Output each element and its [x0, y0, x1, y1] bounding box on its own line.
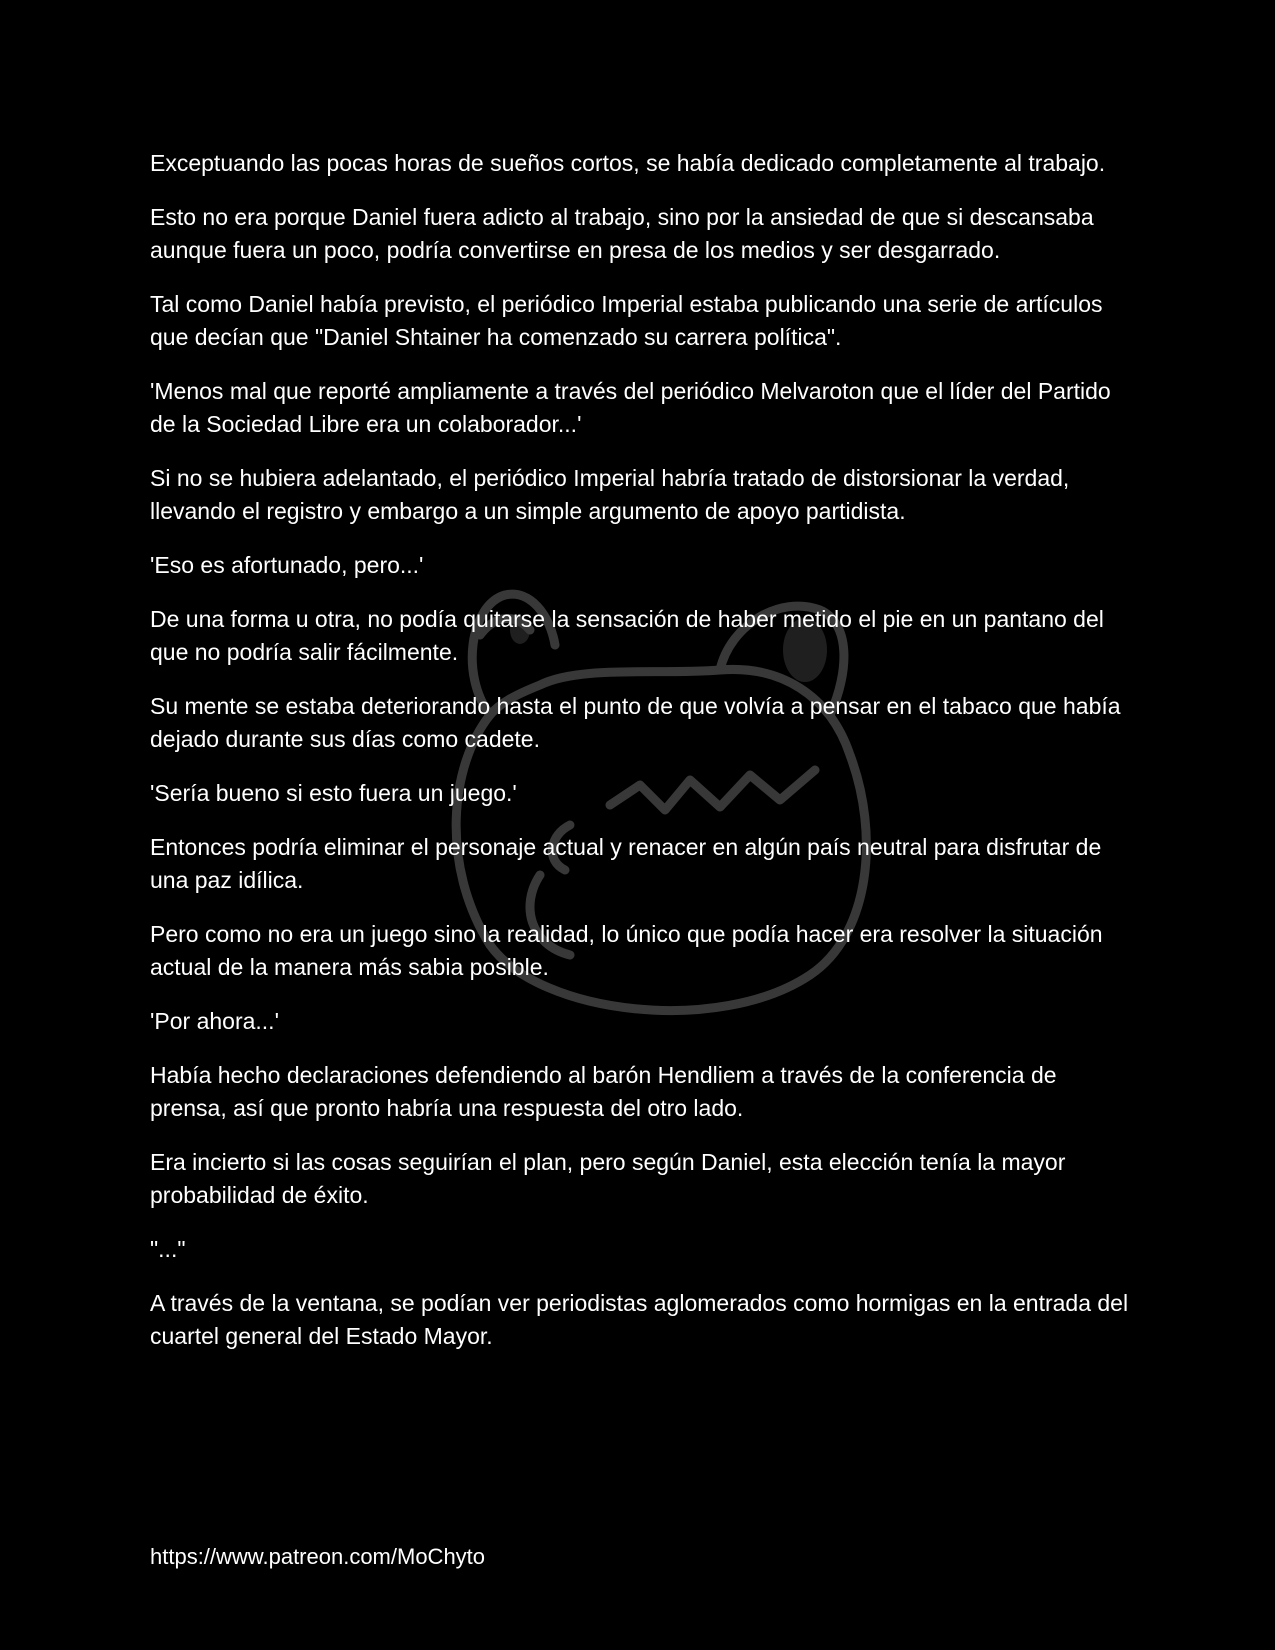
paragraph: "..." — [150, 1236, 186, 1262]
patreon-link[interactable]: https://www.patreon.com/MoChyto — [150, 1544, 486, 1569]
paragraph: Tal como Daniel había previsto, el periódico Imperial estaba publicando una serie de artículos que decían que "Daniel Shtainer ha comenzado su carrera política". — [150, 291, 1103, 350]
paragraph: De una forma u otra, no podía quitarse la sensación de haber metido el pie en un pantano del que no podría salir fácilmente. — [150, 606, 1104, 665]
document-body — [150, 147, 1130, 1374]
paragraph: Esto no era porque Daniel fuera adicto al trabajo, sino por la ansiedad de que si descansaba aunque fuera un poco, podría convertirse en presa de los medios y ser desgarrado. — [150, 204, 1094, 263]
paragraph: Si no se hubiera adelantado, el periódico Imperial habría tratado de distorsionar la verdad, llevando el registro y embargo a un simple argumento de apoyo partidista. — [150, 465, 1070, 524]
paragraph: 'Por ahora...' — [150, 1008, 279, 1034]
paragraph: 'Eso es afortunado, pero...' — [150, 552, 424, 578]
paragraph: Pero como no era un juego sino la realidad, lo único que podía hacer era resolver la situación actual de la manera más sabia posible. — [150, 921, 1103, 980]
paragraph: 'Sería bueno si esto fuera un juego.' — [150, 780, 517, 806]
paragraph: Había hecho declaraciones defendiendo al barón Hendliem a través de la conferencia de prensa, así que pronto habría una respuesta del otro lado. — [150, 1062, 1057, 1121]
paragraph: Su mente se estaba deteriorando hasta el punto de que volvía a pensar en el tabaco que había dejado durante sus días como cadete. — [150, 693, 1121, 752]
paragraph: Entonces podría eliminar el personaje actual y renacer en algún país neutral para disfrutar de una paz idílica. — [150, 834, 1102, 893]
paragraph: A través de la ventana, se podían ver periodistas aglomerados como hormigas en la entrada del cuartel general del Estado Mayor. — [150, 1290, 1129, 1349]
paragraph: 'Menos mal que reporté ampliamente a través del periódico Melvaroton que el líder del Partido de la Sociedad Libre era un colaborador...' — [150, 378, 1111, 437]
paragraph: Exceptuando las pocas horas de sueños cortos, se había dedicado completamente al trabajo. — [150, 150, 1106, 176]
paragraph: Era incierto si las cosas seguirían el plan, pero según Daniel, esta elección tenía la mayor probabilidad de éxito. — [150, 1149, 1066, 1208]
